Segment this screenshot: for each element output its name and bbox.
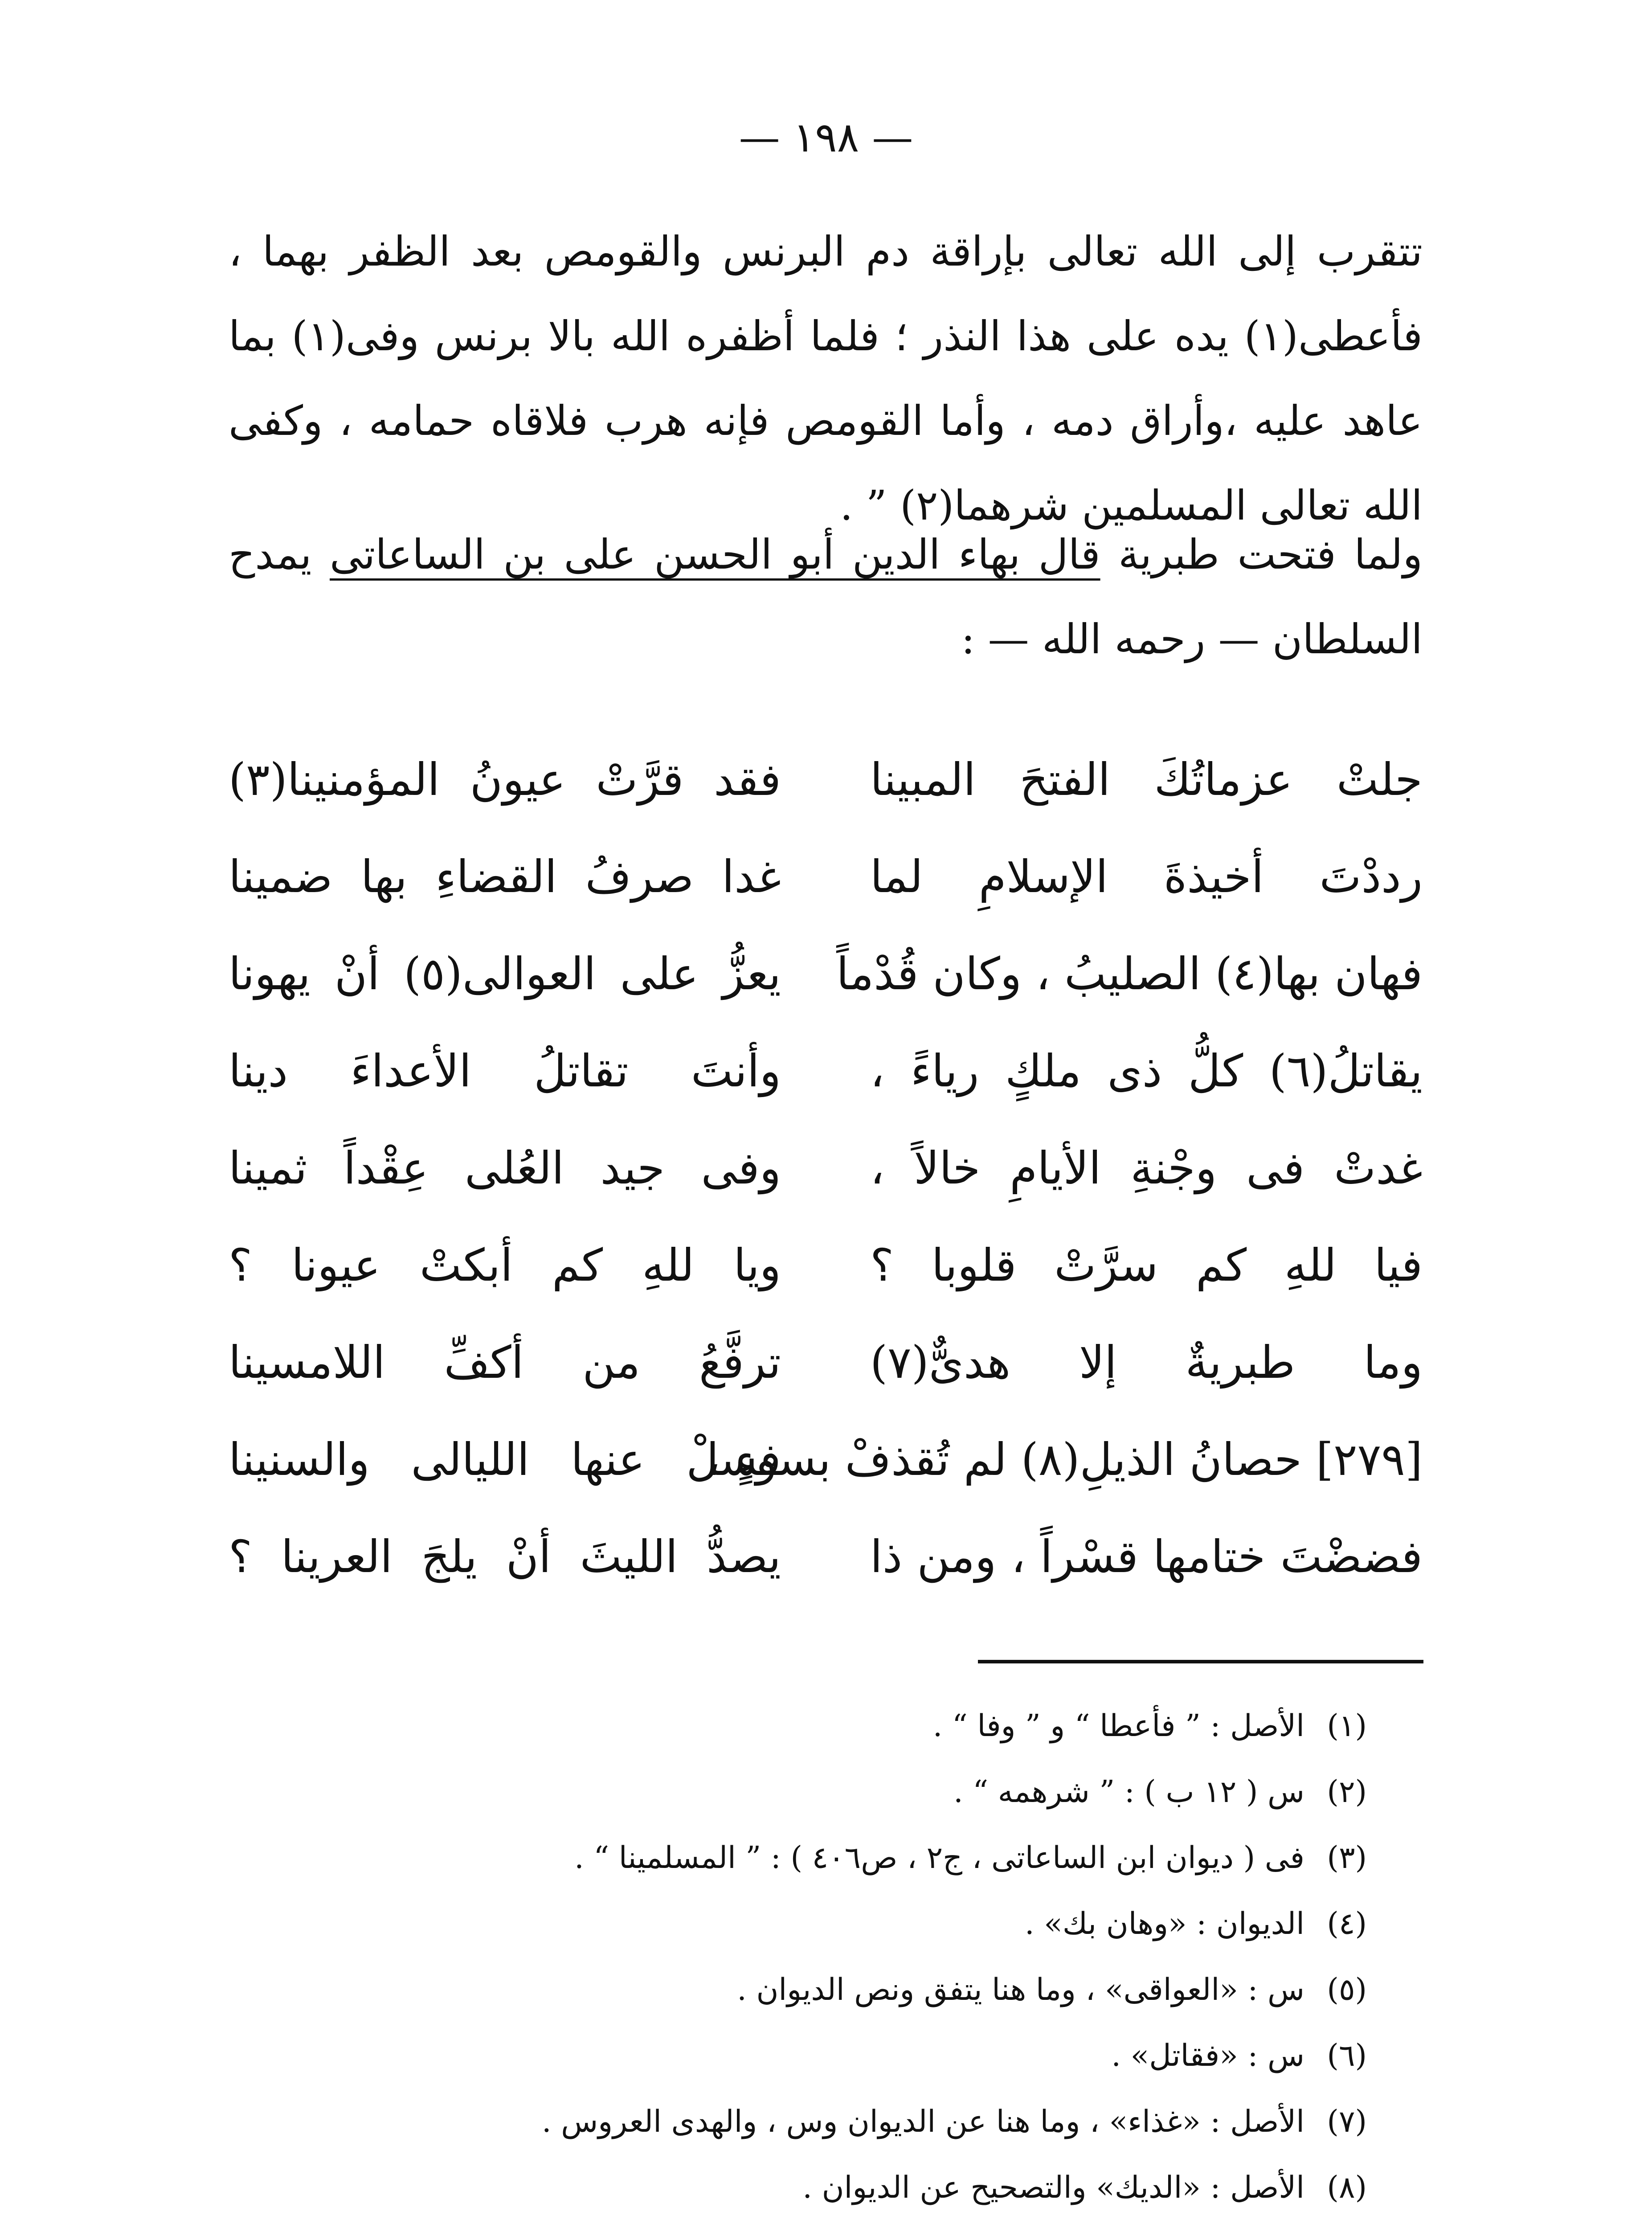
- verse-first-hemistich: رددْتَ أخيذةَ الإسلامِ لما: [870, 850, 1423, 903]
- verse-first-hemistich: جلتْ عزماتُكَ الفتحَ المبينا: [870, 753, 1423, 806]
- poem: [229, 731, 1423, 1605]
- verse-second-hemistich: وأنتَ تقاتلُ الأعداءَ دينا: [229, 1044, 781, 1097]
- footnote-number: (٦): [1327, 2038, 1367, 2073]
- footnote: [253, 2023, 1367, 2089]
- verse-first-hemistich: غدتْ فى وجْنةِ الأيامِ خالاً ،: [870, 1142, 1423, 1194]
- footnote-number: (٧): [1327, 2104, 1367, 2139]
- verse: [229, 1411, 1423, 1508]
- verse-first-hemistich: وما طبريةٌ إلا هدىٌّ(٧): [870, 1336, 1423, 1388]
- footnote-text: الأصل : «غذاء» ، وما هنا عن الديوان وس ، والهدى العروس .: [542, 2104, 1304, 2139]
- paragraph-1: تتقرب إلى الله تعالى بإراقة دم البرنس والقومص بعد الظفر بهما ، فأعطى(١) يده على هذا النذر ؛ فلما أظفره الله بالا برنس وفى(١) بما عاهد عليه ،وأراق دمه ، وأما القومص فإنه هرب فلاقاه حمامه ، وكفى الله تعالى المسلمين شرهما(٢) ” .: [229, 228, 1423, 529]
- verse-second-hemistich: غدا صرفُ القضاءِ بها ضمينا: [229, 850, 781, 903]
- verse-second-hemistich: فسلْ عنها الليالى والسنينا: [229, 1433, 781, 1486]
- verse-second-hemistich: وفى جيد العُلى عِقْداً ثمينا: [229, 1142, 781, 1194]
- footnote: [253, 1957, 1367, 2023]
- footnotes: [253, 1693, 1367, 2221]
- verse-second-hemistich: فقد قرَّتْ عيونُ المؤمنينا(٣): [229, 753, 781, 806]
- verse-second-hemistich: ويا للهِ كم أبكتْ عيونا ؟: [229, 1239, 781, 1291]
- verse-first-hemistich: فضضْتَ ختامها قسْراً ، ومن ذا: [870, 1530, 1423, 1583]
- footnote: [253, 1693, 1367, 1759]
- verse-second-hemistich: ترفَّعُ من أكفِّ اللامسينا: [229, 1336, 781, 1388]
- footnote: [253, 1891, 1367, 1957]
- footnote: [253, 1825, 1367, 1891]
- verse: [229, 731, 1423, 828]
- verse-second-hemistich: يعزُّ على العوالى(٥) أنْ يهونا: [229, 947, 781, 1000]
- paragraph-2-outro: يمدح السلطان — رحمه الله — :: [229, 531, 1423, 663]
- footnote-text: الديوان : «وهان بك» .: [1025, 1906, 1304, 1941]
- footnote-text: س : «العواقى» ، وما هنا يتفق ونص الديوان .: [737, 1972, 1304, 2007]
- verse: [229, 1314, 1423, 1411]
- footnote-text: س : «فقاتل» .: [1111, 2038, 1304, 2073]
- paragraph-2: [229, 512, 1423, 691]
- footnote-text: الأصل : «الديك» والتصحيح عن الديوان .: [802, 2170, 1304, 2205]
- verse: [229, 1508, 1423, 1605]
- footnote-number: (٨): [1327, 2170, 1367, 2205]
- footnote-number: (٣): [1327, 1840, 1367, 1876]
- poet-attribution: قال بهاء الدين أبو الحسن على بن الساعاتى: [330, 531, 1100, 578]
- verse-second-hemistich: يصدُّ الليثَ أنْ يلجَ العرينا ؟: [229, 1530, 781, 1583]
- verse: [229, 925, 1423, 1022]
- verse-first-hemistich: [٢٧٩] حصانُ الذيلِ(٨) لم تُقذفْ بسوءٍ ،: [706, 1433, 1423, 1486]
- verse: [229, 1022, 1423, 1119]
- footnote-number: (٤): [1327, 1906, 1367, 1941]
- footnote-text: س ( ١٢ ب ) : ” شرهمه “ .: [953, 1774, 1304, 1810]
- verse: [229, 1216, 1423, 1314]
- footnote: [253, 2155, 1367, 2221]
- footnote-number: (٥): [1327, 1972, 1367, 2007]
- footnote-text: فى ( ديوان ابن الساعاتى ، ج٢ ، ص٤٠٦ ) : ” المسلمينا “ .: [574, 1840, 1304, 1876]
- page-number: — ١٩٨ —: [739, 114, 913, 161]
- footnote: [253, 2089, 1367, 2155]
- verse: [229, 1119, 1423, 1216]
- footnote-number: (١): [1327, 1708, 1367, 1744]
- footnote-number: (٢): [1327, 1774, 1367, 1810]
- verse: [229, 828, 1423, 925]
- paragraph-2-intro: ولما فتحت طبرية: [1100, 531, 1423, 578]
- verse-first-hemistich: يقاتلُ(٦) كلُّ ذى ملكٍ رياءً ،: [870, 1044, 1423, 1097]
- verse-first-hemistich: فهان بها(٤) الصليبُ ، وكان قُدْماً: [836, 947, 1423, 1000]
- footnote: [253, 1759, 1367, 1825]
- footnote-text: الأصل : ” فأعطا “ و ” وفا “ .: [932, 1708, 1304, 1744]
- verse-first-hemistich: فيا للهِ كم سرَّتْ قلوبا ؟: [870, 1239, 1423, 1291]
- footnote-separator: [978, 1660, 1423, 1663]
